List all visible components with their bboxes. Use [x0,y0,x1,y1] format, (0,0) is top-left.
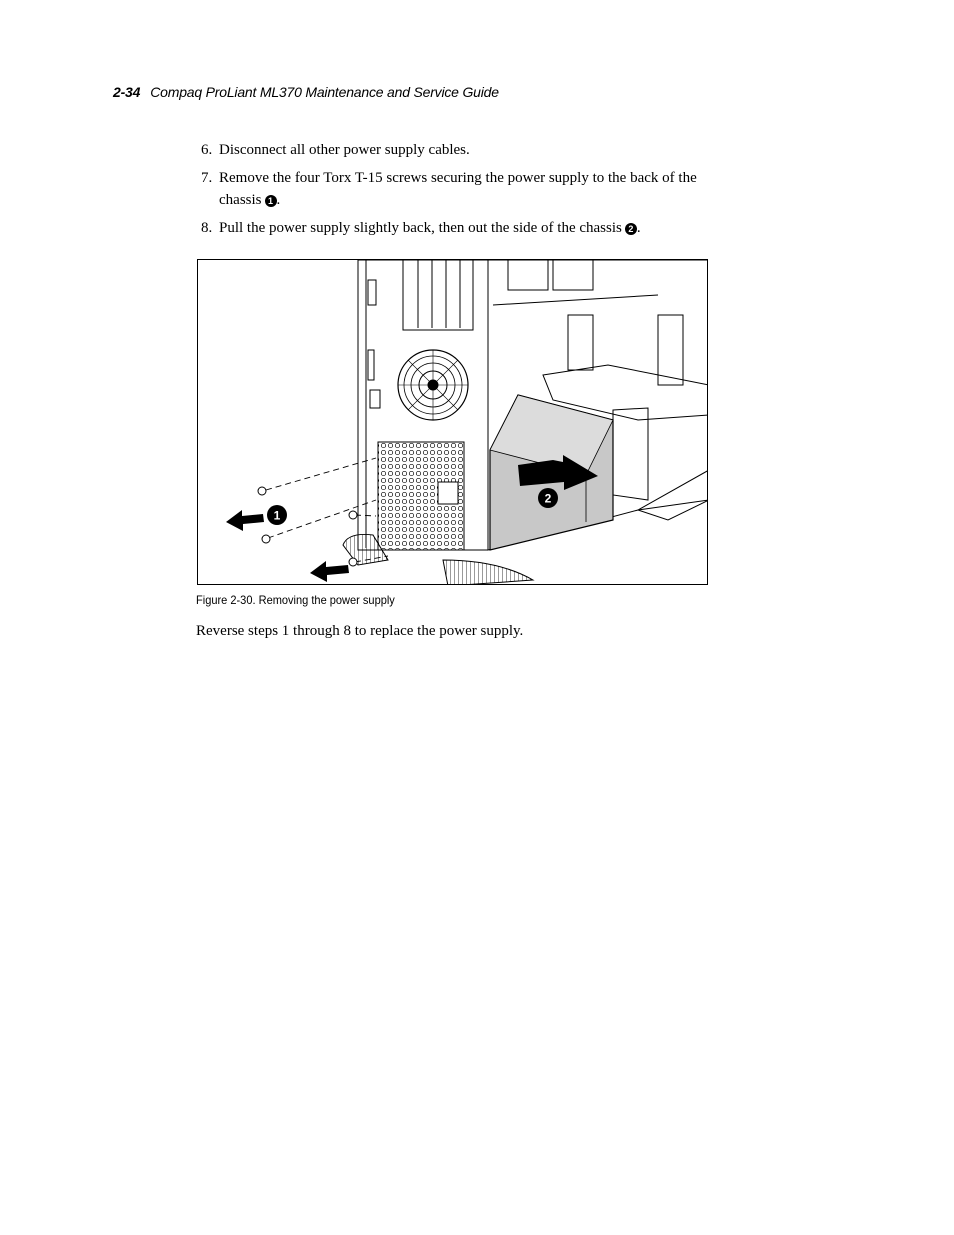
step-text: Disconnect all other power supply cables. [219,142,470,158]
callout-1-icon: 1 [265,195,277,207]
page-number: 2-34 [113,84,141,100]
procedure-steps [201,139,731,245]
step-text: Pull the power supply slightly back, then out the side of the chassis [219,220,622,236]
figure-frame [197,259,708,585]
step-7 [201,167,731,211]
step-6 [201,139,731,161]
direction-arrow-1-icon [226,510,349,582]
callout-2-label: 2 [544,491,552,506]
step-suffix: . [276,192,281,208]
step-suffix: . [636,220,641,236]
callout-1-badge [267,505,287,525]
step-number: 6. [201,142,213,158]
power-supply-grille [378,442,464,550]
step-number: 7. [201,170,213,186]
callout-1-label: 1 [273,508,281,523]
step-8 [201,217,731,239]
callout-2-icon: 2 [625,223,637,235]
figure-caption: Figure 2-30. Removing the power supply [196,593,395,607]
callout-2-badge [538,488,558,508]
power-supply-illustration [198,260,708,585]
fan-icon [398,350,468,420]
guide-title: Compaq ProLiant ML370 Maintenance and Service Guide [150,84,499,100]
torx-screw-icon [258,487,357,566]
running-header [113,84,499,100]
closing-paragraph: Reverse steps 1 through 8 to replace the power supply. [196,623,524,639]
step-number: 8. [201,220,213,236]
step-text: Remove the four Torx T-15 screws securing the power supply to the back of the chassis [219,170,697,208]
